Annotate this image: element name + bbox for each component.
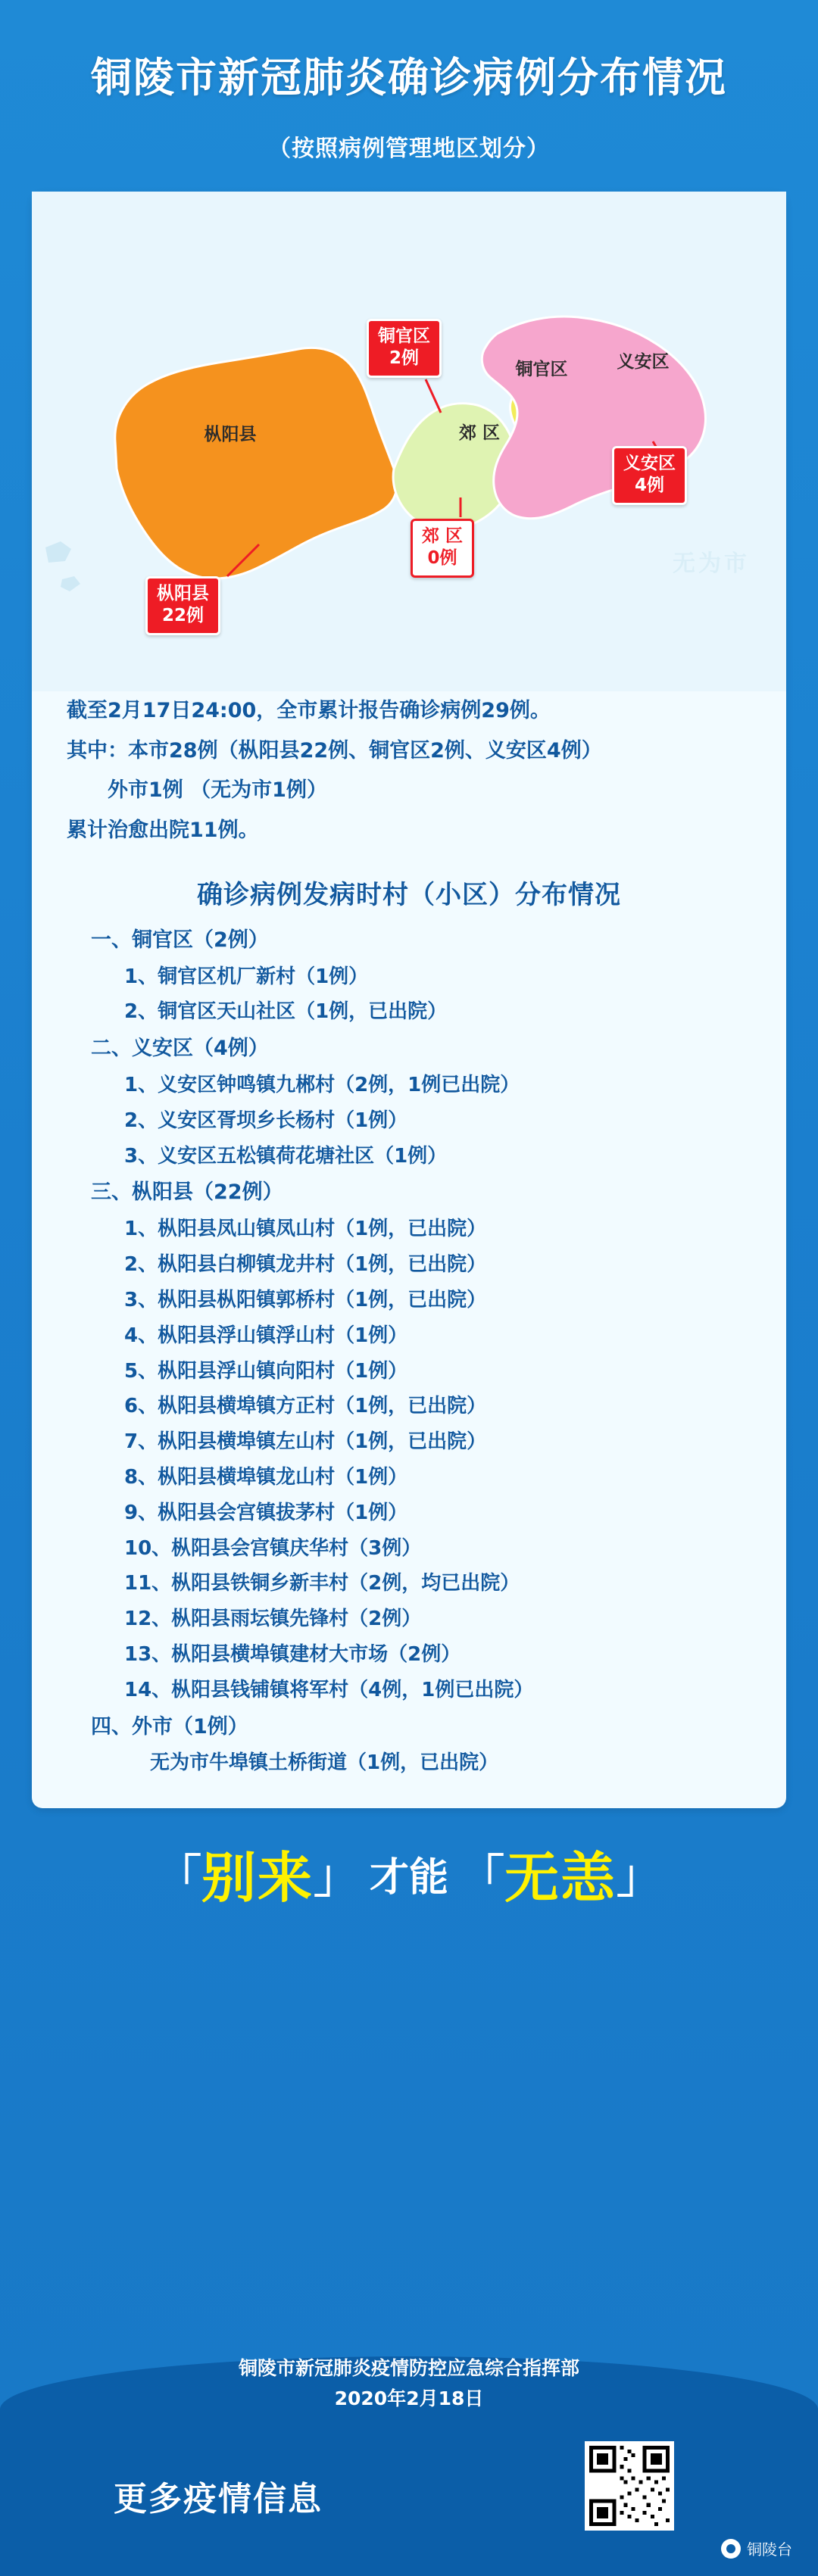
callout-yian-count: 4例 [634, 475, 664, 495]
channel-logo-icon [721, 2539, 741, 2559]
content-card [32, 192, 786, 1808]
map-label-tongguan: 铜官区 [515, 360, 568, 379]
section-heading: 确诊病例发病时村（小区）分布情况 [197, 879, 621, 910]
case-distribution-list [32, 922, 786, 1782]
footer-more-label: 更多疫情信息 [114, 2480, 323, 2518]
slogan [0, 1834, 818, 1913]
page-title: 铜陵市新冠肺炎确诊病例分布情况 [91, 54, 727, 101]
list-item: 2、枞阳县白柳镇龙井村（1例，已出院） [124, 1253, 487, 1277]
map-label-yian: 义安区 [617, 352, 670, 372]
callout-jiaoqu-region: 郊 区 [422, 526, 464, 546]
page-subtitle: （按照病例管理地区划分） [268, 136, 550, 162]
map-label-jiaoqu: 郊 区 [458, 423, 500, 443]
summary-line-external: 外市1例 （无为市1例） [108, 778, 327, 803]
qr-code-graphic [589, 2446, 670, 2526]
list-item: 3、枞阳县枞阳镇郭桥村（1例，已出院） [124, 1288, 487, 1311]
list-item: 1、义安区钟鸣镇九郴村（2例，1例已出院） [124, 1074, 520, 1097]
qr-code[interactable] [585, 2441, 674, 2531]
callout-yian [612, 446, 687, 505]
callout-zongyang-count: 22例 [161, 605, 204, 625]
group-title-zongyang: 三、枞阳县（22例） [91, 1180, 283, 1205]
summary-line-recovered: 累计治愈出院11例。 [67, 818, 259, 842]
group-title-tongguan: 一、铜官区（2例） [91, 928, 269, 952]
list-item: 无为市牛埠镇土桥街道（1例，已出院） [150, 1751, 499, 1775]
slogan-middle-text: 才能 [369, 1854, 448, 1901]
list-item: 1、铜官区机厂新村（1例） [124, 965, 369, 988]
group-title-yian: 二、义安区（4例） [91, 1037, 269, 1061]
callout-tongguan [367, 319, 442, 378]
list-item: 1、枞阳县凤山镇凤山村（1例，已出院） [124, 1218, 487, 1241]
map-watermark: 无为市 [673, 550, 750, 577]
list-item: 2、义安区胥坝乡长杨村（1例） [124, 1109, 408, 1132]
callout-zongyang [145, 576, 220, 635]
map-label-zongyang: 枞阳县 [204, 425, 257, 444]
distribution-map [32, 192, 786, 691]
list-item: 14、枞阳县钱铺镇将军村（4例，1例已出院） [124, 1678, 534, 1701]
callout-tongguan-count: 2例 [389, 348, 419, 368]
callout-jiaoqu [411, 519, 474, 578]
list-item: 4、枞阳县浮山镇浮山村（1例） [124, 1324, 408, 1347]
slogan-right-quote-open: 「 [459, 1851, 504, 1904]
list-item: 7、枞阳县横埠镇左山村（1例，已出院） [124, 1430, 487, 1454]
list-item: 11、枞阳县铁铜乡新丰村（2例，均已出院） [124, 1572, 520, 1595]
callout-tongguan-region: 铜官区 [378, 326, 430, 346]
summary-line-total: 截至2月17日24:00，全市累计报告确诊病例29例。 [67, 699, 551, 722]
list-item: 9、枞阳县会宫镇拔茅村（1例） [124, 1501, 408, 1524]
slogan-left-quote-open: 「 [155, 1851, 201, 1904]
list-item: 2、铜官区天山社区（1例，已出院） [124, 1000, 448, 1024]
slogan-right-text: 无恙 [504, 1846, 617, 1910]
channel-name: 铜陵台 [747, 2540, 792, 2559]
summary-block [32, 691, 786, 851]
slogan-left-quote-close: 」 [313, 1851, 359, 1904]
slogan-left-text: 别来 [201, 1846, 314, 1910]
group-title-external: 四、外市（1例） [91, 1714, 248, 1739]
footer-date: 2020年2月18日 [334, 2387, 484, 2409]
list-item: 13、枞阳县横埠镇建材大市场（2例） [124, 1642, 461, 1666]
callout-zongyang-region: 枞阳县 [157, 584, 209, 603]
callout-jiaoqu-count: 0例 [427, 547, 457, 568]
list-item: 3、义安区五松镇荷花塘社区（1例） [124, 1144, 448, 1168]
list-item: 5、枞阳县浮山镇向阳村（1例） [124, 1359, 408, 1383]
list-item: 6、枞阳县横埠镇方正村（1例，已出院） [124, 1395, 487, 1418]
callout-yian-region: 义安区 [623, 454, 676, 473]
summary-line-local: 其中：本市28例（枞阳县22例、铜官区2例、义安区4例） [67, 738, 602, 763]
list-item: 10、枞阳县会宫镇庆华村（3例） [124, 1536, 422, 1560]
footer-org-block [0, 2353, 818, 2414]
list-item: 12、枞阳县雨坛镇先锋村（2例） [124, 1608, 422, 1631]
list-item: 8、枞阳县横埠镇龙山村（1例） [124, 1465, 408, 1489]
channel-badge [721, 2537, 792, 2559]
footer-org-name: 铜陵市新冠肺炎疫情防控应急综合指挥部 [238, 2357, 579, 2379]
slogan-right-quote-close: 」 [617, 1851, 663, 1904]
